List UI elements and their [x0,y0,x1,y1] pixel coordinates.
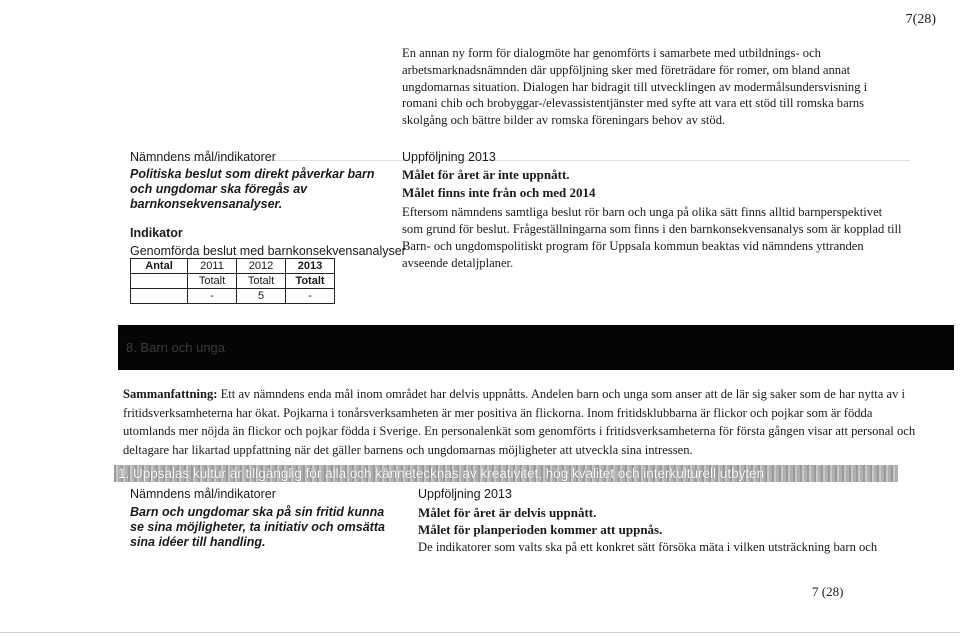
section1-result-body: Eftersom nämndens samtliga beslut rör barn och unga på olika sätt finns alltid barnperspektivet som grund för beslut. Frågeställningarna som finns i den barnkonsekvensanalys som är kopplad till Barn- och ungdomspolitiskt program för Uppsala kommun beaktas vid nämndens yttranden avseende detaljplaner. [402,205,902,270]
table-cell: - [286,289,335,304]
section1-goals-label: Nämndens mål/indikatorer [130,150,276,164]
indicator-name: Genomförda beslut med barnkonsekvensanalyser [130,244,406,258]
table-cell: - [188,289,237,304]
goal-heading-text: 1. Uppsalas kultur är tillgänglig för alla och kännetecknas av kreativitet, hög kvalitet och interkulturell utbyten [118,466,765,481]
summary-paragraph [123,385,923,459]
section2-result-line2: Målet för planperioden kommer att uppnås. [418,522,663,537]
table-cell: Totalt [188,274,237,289]
section-heading-text: 8. Barn och unga [126,340,226,355]
intro-paragraph [402,45,892,129]
section2-goal-text: Barn och ungdomar ska på sin fritid kunna se sina möjligheter, ta initiativ och omsätta sina idéer till handling. [130,505,385,549]
indicator-table [130,258,335,304]
table-header-cell: 2013 [286,259,335,274]
table-cell [131,289,188,304]
section2-goals-label: Nämndens mål/indikatorer [130,487,276,501]
section1-goal-text: Politiska beslut som direkt påverkar barn och ungdomar ska föregås av barnkonsekvensanalyser. [130,167,375,211]
intro-text: En annan ny form för dialogmöte har genomförts i samarbete med utbildnings- och arbetsmarknadsnämnden där uppföljning sker med företrädare för romer, om bland annat ungdomarnas situation. Dialogen har bidragit till utvecklingen av modermålsundersvisning i romani chib och brobyggar-/elevassistentjänster med syfte att vara ett stöd till romska barns skolgång och bättre bilder av romska föreningars behov av stöd. [402,46,868,128]
section1-result-line2: Målet finns inte från och med 2014 [402,185,596,200]
summary-label: Sammanfattning: [123,387,218,401]
table-row [131,274,335,289]
table-cell: 5 [237,289,286,304]
page-bottom-rule [0,632,960,633]
section2-result-body: De indikatorer som valts ska på ett konkret sätt försöka mäta i vilken utsträckning barn och [418,540,878,554]
table-cell: Totalt [237,274,286,289]
indicator-heading: Indikator [130,226,183,240]
table-cell: Totalt [286,274,335,289]
table-row [131,289,335,304]
page-number-bottom: 7 (28) [812,584,844,599]
summary-text: Ett av nämndens enda mål inom området har delvis uppnåtts. Andelen barn och unga som anser att de lär sig saker som de har nytta av i fritidsverksamheterna har ökat. Pojkarna i tonårsverksamheten är mer positiva än flickorna. Inom fritidsklubbarna är flickor och pojkar som är födda utomlands mer nöjda än flickor och pojkar födda i Sverige. En personalenkät som genomförts i fritidsverksamheterna för första gången visar att personal och deltagare har likartad uppfattning när det gäller barnens och ungdomarnas möjligheter att utveckla sina intressen. [123,387,916,457]
section-heading-bar [118,325,954,370]
table-header-cell: 2012 [237,259,286,274]
section1-result-line1: Målet för året är inte uppnått. [402,167,570,182]
section2-result-line1: Målet för året är delvis uppnått. [418,505,597,520]
table-header-cell: Antal [131,259,188,274]
page-number-top: 7(28) [905,12,936,27]
table-row [131,259,335,274]
section2-followup-label: Uppföljning 2013 [418,487,512,501]
table-cell [131,274,188,289]
table-header-cell: 2011 [188,259,237,274]
section1-followup-label: Uppföljning 2013 [402,150,496,164]
